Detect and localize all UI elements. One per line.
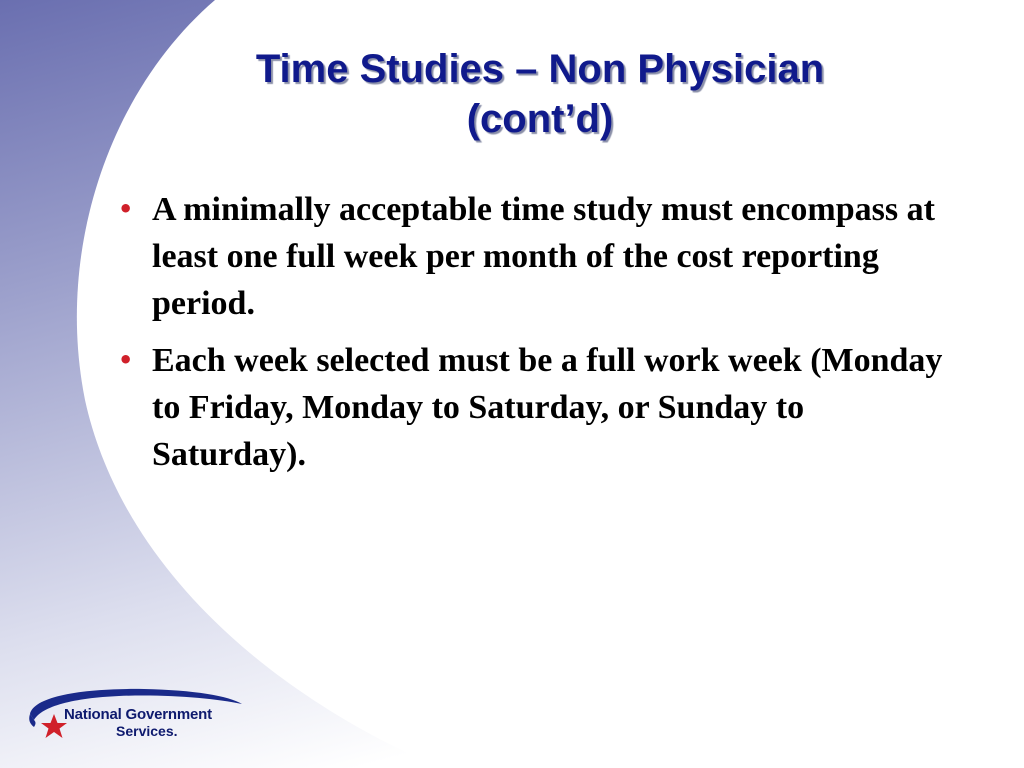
bullet-icon: • [118, 346, 134, 374]
bullet-list [112, 186, 962, 488]
logo-line-2: Services. [116, 723, 178, 739]
bullet-icon: • [118, 195, 134, 223]
slide-title [150, 44, 930, 144]
slide-title-line-1: Time Studies – Non Physician [255, 47, 825, 91]
ngs-logo [24, 684, 254, 744]
bullet-item [112, 337, 962, 478]
bullet-item [112, 186, 962, 327]
logo-line-1: National Government [64, 706, 212, 723]
slide-title-line-2: (cont’d) [466, 97, 614, 141]
bullet-text: Each week selected must be a full work week (Monday to Friday, Monday to Saturday, or Sunday to Saturday). [152, 342, 943, 473]
bullet-text: A minimally acceptable time study must encompass at least one full week per month of the cost reporting period. [152, 191, 935, 322]
